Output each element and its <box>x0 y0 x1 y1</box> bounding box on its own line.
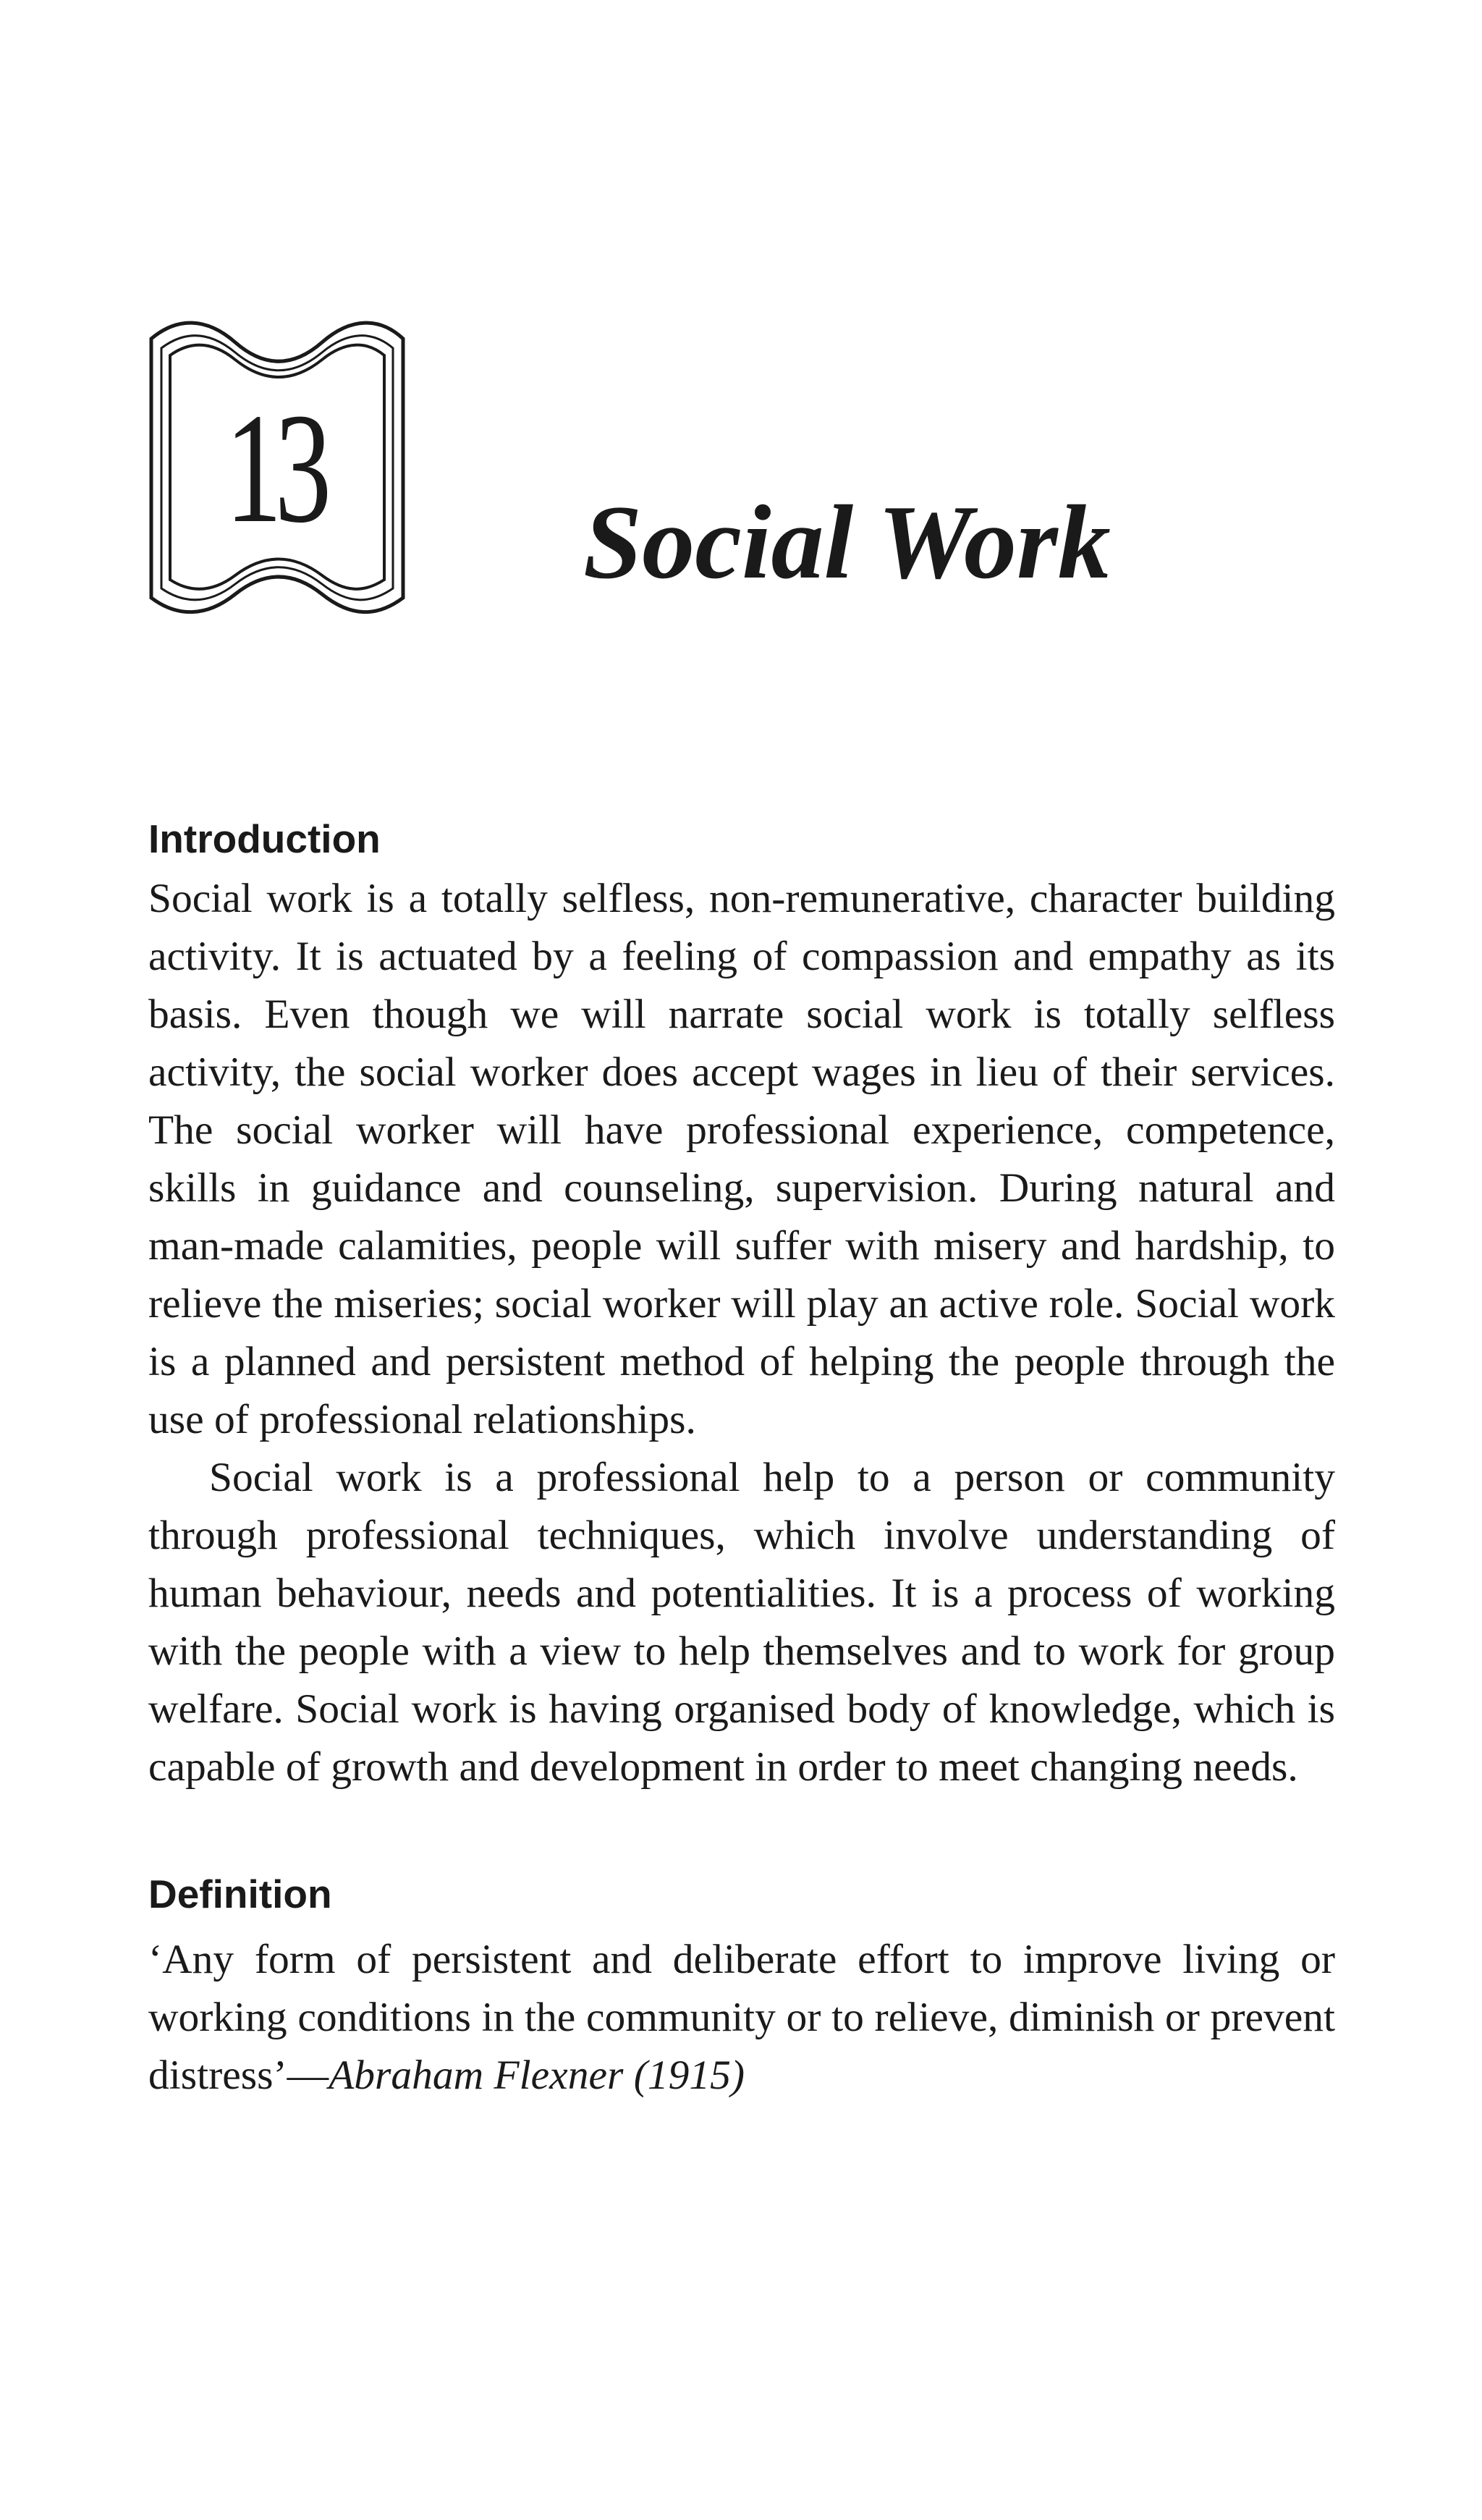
introduction-paragraph-1: Social work is a totally selfless, non-remunerative, character building activity. It is actuated by a feeling of compassion and empathy as its basis. Even though we will narrate social work is totally selfless activity, the social worker does accept wages in lieu of their services. The social worker will have professional experience, competence, skills in guidance and counseling, supervision. During natural and man-made calamities, people will suffer with misery and hardship, to relieve the miseries; social worker will play an active role. Social work is a planned and persistent method of helping the people through the use of professional relationships. <box>148 876 1335 1442</box>
section-heading-definition: Definition <box>148 1872 332 1916</box>
definition-quote: ‘Any form of persistent and deliberate effort to improve living or working conditions in the community or to relieve, diminish or prevent distress’— <box>148 1937 1335 2098</box>
definition-attribution: Abraham Flexner (1915) <box>329 2052 745 2098</box>
definition-paragraph <box>148 1931 1335 2105</box>
chapter-number: 13 <box>225 381 325 556</box>
section-heading-introduction: Introduction <box>148 816 381 861</box>
chapter-number-badge <box>148 321 407 617</box>
introduction-paragraph-2: Social work is a professional help to a person or community through professional techniques, which involve understanding of human behaviour, needs and potentialities. It is a process of working with the people with a view to help themselves and to work for group welfare. Social work is having organised body of knowledge, which is capable of growth and development in order to meet changing needs. <box>148 1455 1335 1790</box>
chapter-body <box>148 816 1335 2105</box>
chapter-title: Social Work <box>583 483 1111 601</box>
